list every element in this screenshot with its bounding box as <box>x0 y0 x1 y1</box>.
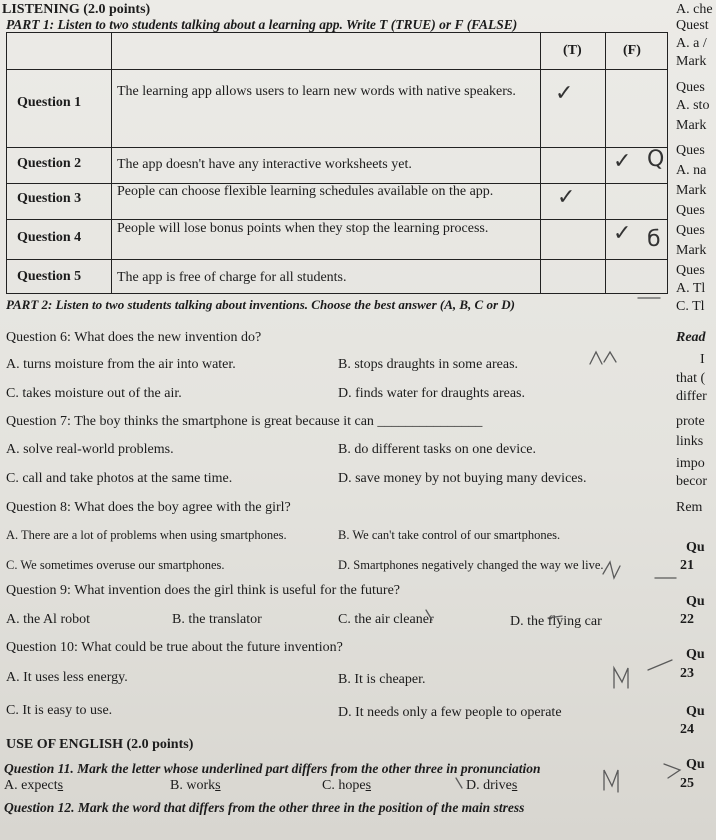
right-col-item: Ques <box>676 263 705 278</box>
q11-option-c-stem: C. hope <box>322 778 366 793</box>
question-1-statement: The learning app allows users to learn new words with native speakers. <box>117 84 516 99</box>
right-col-item: becor <box>676 474 708 489</box>
q8-option-d[interactable]: D. Smartphones negatively changed the way we live. <box>338 558 604 572</box>
right-col-item: 24 <box>680 722 694 737</box>
right-col-item: Qu <box>686 647 705 662</box>
question-4-label: Question 4 <box>17 230 82 245</box>
question-1-label: Question 1 <box>17 95 82 110</box>
question-11-text: Question 11. Mark the letter whose underlined part differs from the other three in pronunciation <box>4 761 541 776</box>
part1-title: PART 1: Listen to two students talking about a learning app. Write T (TRUE) or F (FALSE) <box>6 17 518 32</box>
question-8-stem: Question 8: What does the boy agree with the girl? <box>6 500 291 515</box>
right-col-item: Qu <box>686 540 705 555</box>
right-col-item: I <box>700 352 705 367</box>
false-checkmark-2: ✓ <box>613 149 632 174</box>
right-col-item: links <box>676 434 704 449</box>
question-10-stem: Question 10: What could be true about the future invention? <box>6 640 343 655</box>
right-col-item: 22 <box>680 612 694 627</box>
q10-option-a[interactable]: A. It uses less energy. <box>6 670 128 685</box>
right-col-item: impo <box>676 456 705 471</box>
question-4-statement: People will lose bonus points when they stop the learning process. <box>117 221 489 236</box>
right-col-item: Qu <box>686 704 705 719</box>
q6-option-a[interactable]: A. turns moisture from the air into water. <box>6 357 236 372</box>
col-false-header: (F) <box>623 43 641 58</box>
q7-option-d[interactable]: D. save money by not buying many devices. <box>338 471 587 486</box>
false-checkmark-4: ✓ <box>613 221 632 246</box>
right-col-item: Mark <box>676 183 707 198</box>
right-col-item: Mark <box>676 54 707 69</box>
right-col-item: Ques <box>676 223 705 238</box>
right-col-item: Quest <box>676 18 709 33</box>
right-col-item: A. a / <box>676 36 707 51</box>
q7-option-a[interactable]: A. solve real-world problems. <box>6 442 174 457</box>
q10-option-b[interactable]: B. It is cheaper. <box>338 672 426 687</box>
right-col-item: C. Tl <box>676 299 705 314</box>
question-9-stem: Question 9: What invention does the girl think is useful for the future? <box>6 583 400 598</box>
q10-option-d[interactable]: D. It needs only a few people to operate <box>338 705 562 720</box>
q9-option-a[interactable]: A. the Al robot <box>6 612 90 627</box>
use-of-english-heading: USE OF ENGLISH (2.0 points) <box>6 737 194 752</box>
q6-option-b[interactable]: B. stops draughts in some areas. <box>338 357 519 372</box>
question-6-stem: Question 6: What does the new invention do? <box>6 330 262 345</box>
right-col-item: A. Tl <box>676 281 706 296</box>
q8-option-c[interactable]: C. We sometimes overuse our smartphones. <box>6 558 225 572</box>
q11-option-a-stem: A. expect <box>4 778 58 793</box>
right-col-item: Read <box>676 330 706 345</box>
question-3-label: Question 3 <box>17 191 82 206</box>
q7-option-b[interactable]: B. do different tasks on one device. <box>338 442 537 457</box>
right-col-item: Ques <box>676 143 705 158</box>
q6-option-c[interactable]: C. takes moisture out of the air. <box>6 386 182 401</box>
q9-option-b[interactable]: B. the translator <box>172 612 262 627</box>
question-5-statement: The app is free of charge for all students. <box>117 270 347 285</box>
right-col-item: prote <box>676 414 705 429</box>
right-col-item: 25 <box>680 776 694 791</box>
q9-option-d[interactable]: D. the flying car <box>510 614 602 629</box>
right-col-item: Mark <box>676 243 707 258</box>
q8-option-b[interactable]: B. We can't take control of our smartphones. <box>338 528 561 542</box>
q11-option-b-underlined: s <box>215 778 221 793</box>
right-col-item: 23 <box>680 666 694 681</box>
question-2-label: Question 2 <box>17 156 82 171</box>
q9-option-c[interactable]: C. the air cleaner <box>338 612 434 627</box>
listening-heading: LISTENING (2.0 points) <box>2 2 151 17</box>
question-7-stem: Question 7: The boy thinks the smartphone is great because it can _______________ <box>6 414 483 429</box>
right-col-item: A. sto <box>676 98 710 113</box>
question-3-statement: People can choose flexible learning schedules available on the app. <box>117 184 494 199</box>
handwritten-q-mark: Q <box>647 147 665 172</box>
q11-option-c-underlined: s <box>365 778 372 793</box>
q11-option-b-stem: B. work <box>170 778 216 793</box>
col-true-header: (T) <box>563 43 582 58</box>
right-col-item: Ques <box>676 203 705 218</box>
question-5-label: Question 5 <box>17 269 82 284</box>
q10-option-c[interactable]: C. It is easy to use. <box>6 703 113 718</box>
q7-option-c[interactable]: C. call and take photos at the same time. <box>6 471 233 486</box>
true-checkmark-3: ✓ <box>557 185 576 210</box>
right-col-item: Ques <box>676 80 705 95</box>
right-col-item: Mark <box>676 118 707 133</box>
part2-title: PART 2: Listen to two students talking about inventions. Choose the best answer (A, B, C or D) <box>6 297 515 312</box>
q11-option-a-underlined: s <box>57 778 64 793</box>
question-2-statement: The app doesn't have any interactive worksheets yet. <box>117 157 412 172</box>
right-col-top: A. che <box>676 2 713 17</box>
right-col-item: that ( <box>676 371 706 386</box>
right-col-item: Qu <box>686 757 705 772</box>
q11-option-d-underlined: s <box>511 778 518 793</box>
right-col-item: Rem <box>676 500 703 515</box>
right-col-item: 21 <box>680 558 694 573</box>
right-col-item: Qu <box>686 594 705 609</box>
q8-option-a[interactable]: A. There are a lot of problems when using smartphones. <box>6 528 287 542</box>
handwritten-b-mark: б <box>647 227 661 252</box>
right-col-item: differ <box>676 389 707 404</box>
question-12-text: Question 12. Mark the word that differs from the other three in the position of the main stress <box>4 800 525 815</box>
q6-option-d[interactable]: D. finds water for draughts areas. <box>338 386 525 401</box>
true-checkmark-1: ✓ <box>555 81 574 106</box>
q11-option-d-stem: D. drive <box>466 778 512 793</box>
right-col-item: A. na <box>676 163 707 178</box>
